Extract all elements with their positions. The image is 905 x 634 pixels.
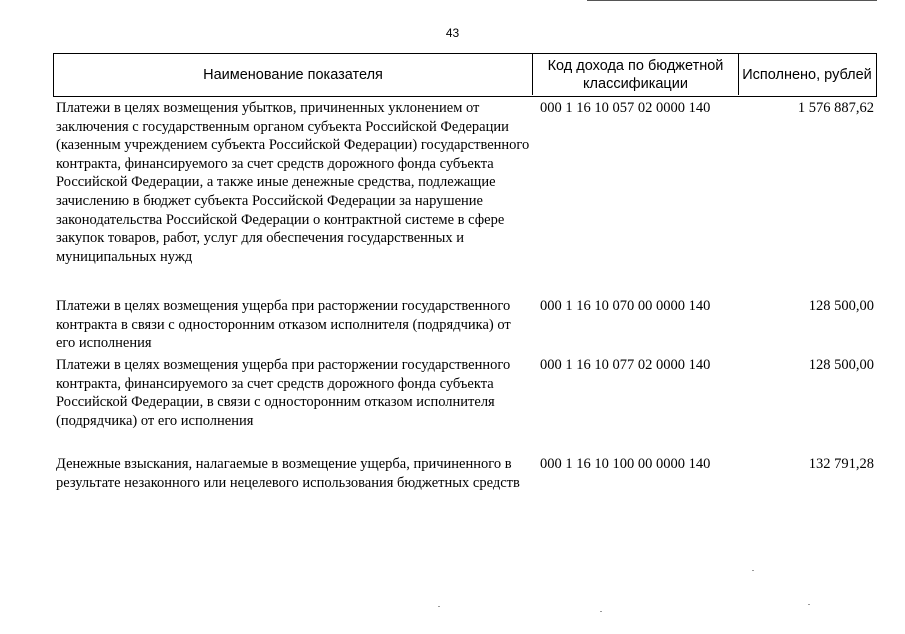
- executed-amount: 128 500,00: [808, 298, 874, 314]
- indicator-name: Платежи в целях возмещения убытков, причиненных уклонением от заключения с государственным органом субъекта Российской Федерации (казенным учреждением субъекта Российской Федерации) государственного контракта, финансируемого за счет средств дорожного фонда субъекта Российской Федерации, а также иные денежные средства, подлежащие зачислению в бюджет субъекта Российской Федерации за нарушение законодательства Российской Федерации о контрактной системе в сфере закупок товаров, работ, услуг для обеспечения государственных и муниципальных нужд: [56, 100, 530, 265]
- scan-speck: [438, 606, 440, 607]
- header-indicator-name: Наименование показателя: [203, 66, 383, 83]
- scan-speck: [808, 604, 810, 605]
- top-rule: [587, 0, 877, 1]
- income-code: 000 1 16 10 070 00 0000 140: [540, 298, 711, 314]
- indicator-name: Платежи в целях возмещения ущерба при расторжении государственного контракта, финансируемого за счет средств дорожного фонда субъекта Российской Федерации, в связи с односторонним отказом исполнителя (подрядчика) от его исполнения: [56, 357, 511, 429]
- executed-amount: 1 576 887,62: [797, 100, 874, 116]
- indicator-name: Денежные взыскания, налагаемые в возмещение ущерба, причиненного в результате незаконного или нецелевого использования бюджетных средств: [56, 456, 520, 491]
- header-income-code: Код дохода по бюджетной классификации: [532, 54, 738, 95]
- income-code: 000 1 16 10 057 02 0000 140: [540, 100, 711, 116]
- income-code: 000 1 16 10 077 02 0000 140: [540, 357, 711, 373]
- page-number: 43: [445, 26, 460, 40]
- indicator-name: Платежи в целях возмещения ущерба при расторжении государственного контракта в связи с односторонним отказом исполнителя (подрядчика) от его исполнения: [56, 298, 511, 352]
- executed-amount: 132 791,28: [808, 456, 874, 472]
- scan-speck: [600, 611, 602, 612]
- income-code: 000 1 16 10 100 00 0000 140: [540, 456, 711, 472]
- table-header: [53, 53, 877, 97]
- executed-amount: 128 500,00: [808, 357, 874, 373]
- scan-speck: [752, 570, 754, 571]
- header-executed: Исполнено, рублей: [738, 54, 875, 95]
